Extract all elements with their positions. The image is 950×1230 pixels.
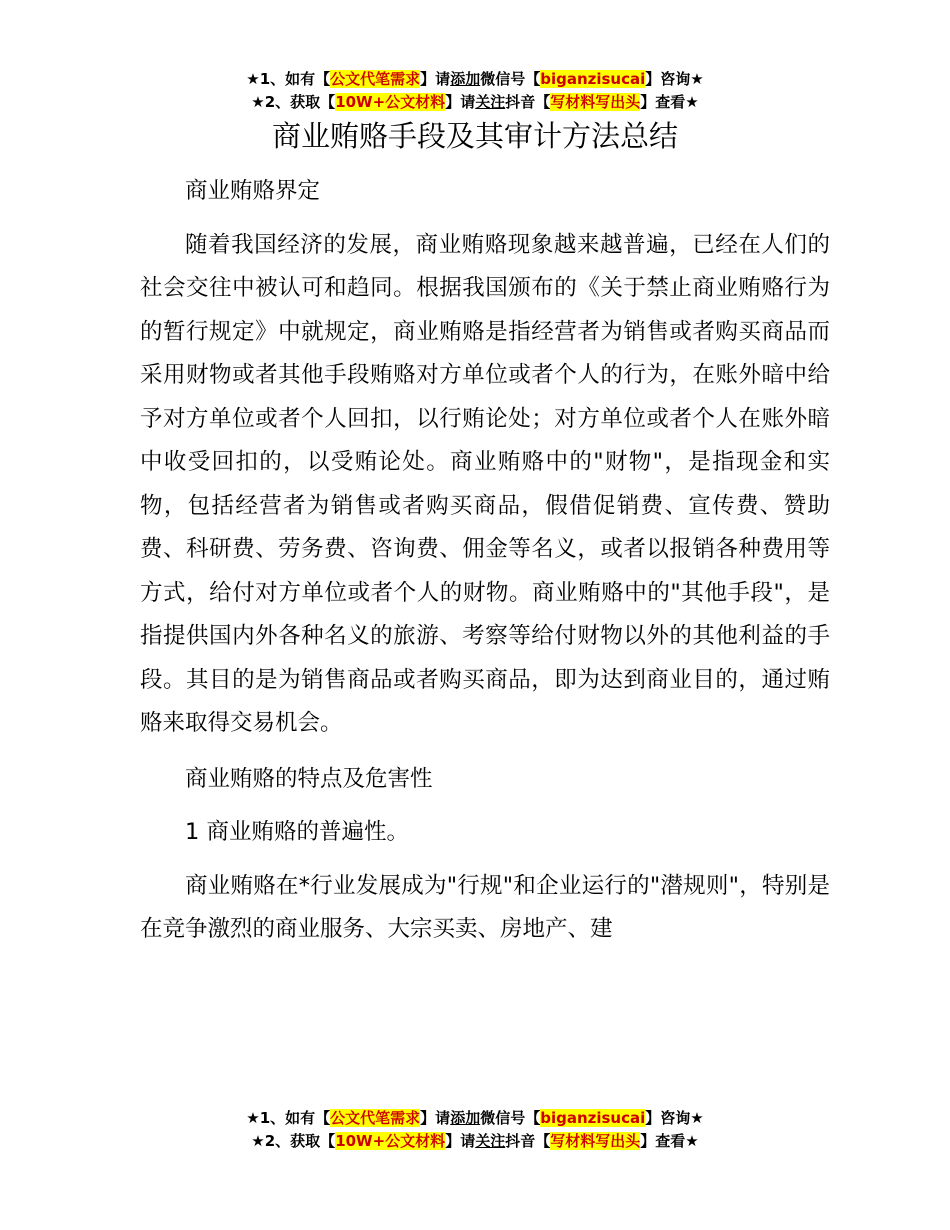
header-banner	[0, 68, 950, 114]
banner-text: 微信号【	[480, 1109, 541, 1127]
banner-text: 抖音【	[505, 93, 551, 111]
banner-highlight: 10W+公文材料	[335, 93, 446, 111]
document-body	[140, 170, 830, 964]
banner-text: ★2、获取【	[251, 1132, 336, 1150]
banner-text: 微信号【	[480, 70, 541, 88]
banner-line-1	[0, 68, 950, 91]
banner-emphasis: 添加	[450, 1109, 481, 1127]
body-paragraph: 商业贿赂在*行业发展成为"行规"和企业运行的"潜规则"，特别是在竞争激烈的商业服务、大宗买卖、房地产、建	[140, 872, 830, 942]
banner-highlight: 写材料写出头	[550, 93, 641, 111]
banner-text: 】请	[445, 93, 476, 111]
banner-text: ★1、如有【	[246, 1109, 331, 1127]
banner-text: 】咨询★	[645, 70, 704, 88]
banner-emphasis: 关注	[475, 93, 506, 111]
document-title: 商业贿赂手段及其审计方法总结	[271, 119, 678, 153]
banner-highlight: 写材料写出头	[550, 1132, 641, 1150]
banner-line-2	[0, 91, 950, 114]
subsection-heading: 1 商业贿赂的普遍性。	[185, 819, 409, 845]
banner-line-2	[0, 1130, 950, 1153]
banner-highlight: 公文代笔需求	[330, 1109, 421, 1127]
banner-line-1	[0, 1107, 950, 1130]
banner-emphasis: 添加	[450, 70, 481, 88]
banner-text: ★1、如有【	[246, 70, 331, 88]
banner-text: 抖音【	[505, 1132, 551, 1150]
section-heading: 商业贿赂的特点及危害性	[185, 765, 433, 792]
body-paragraph: 随着我国经济的发展，商业贿赂现象越来越普遍，已经在人们的社会交往中被认可和趋同。根据我国颁布的《关于禁止商业贿赂行为的暂行规定》中就规定，商业贿赂是指经营者为销售或者购买商品而采用财物或者其他手段贿赂对方单位或者个人的行为，在账外暗中给予对方单位或者个人回扣，以行贿论处；对方单位或者个人在账外暗中收受回扣的，以受贿论处。商业贿赂中的"财物"，是指现金和实物，包括经营者为销售或者购买商品，假借促销费、宣传费、赞助费、科研费、劳务费、咨询费、佣金等名义，或者以报销各种费用等方式，给付对方单位或者个人的财物。商业贿赂中的"其他手段"，是指提供国内外各种名义的旅游、考察等给付财物以外的其他利益的手段。其目的是为销售商品或者购买商品，即为达到商业目的，通过贿赂来取得交易机会。	[140, 231, 830, 736]
banner-text: 】请	[420, 1109, 451, 1127]
banner-highlight: biganzisucai	[540, 1109, 646, 1127]
banner-text: 】查看★	[640, 1132, 699, 1150]
banner-highlight: biganzisucai	[540, 70, 646, 88]
banner-highlight: 公文代笔需求	[330, 70, 421, 88]
banner-text: 】请	[420, 70, 451, 88]
banner-text: ★2、获取【	[251, 93, 336, 111]
section-heading: 商业贿赂界定	[185, 178, 321, 204]
banner-text: 】咨询★	[645, 1109, 704, 1127]
banner-emphasis: 关注	[475, 1132, 506, 1150]
banner-text: 】查看★	[640, 93, 699, 111]
banner-highlight: 10W+公文材料	[335, 1132, 446, 1150]
footer-banner	[0, 1107, 950, 1153]
banner-text: 】请	[445, 1132, 476, 1150]
